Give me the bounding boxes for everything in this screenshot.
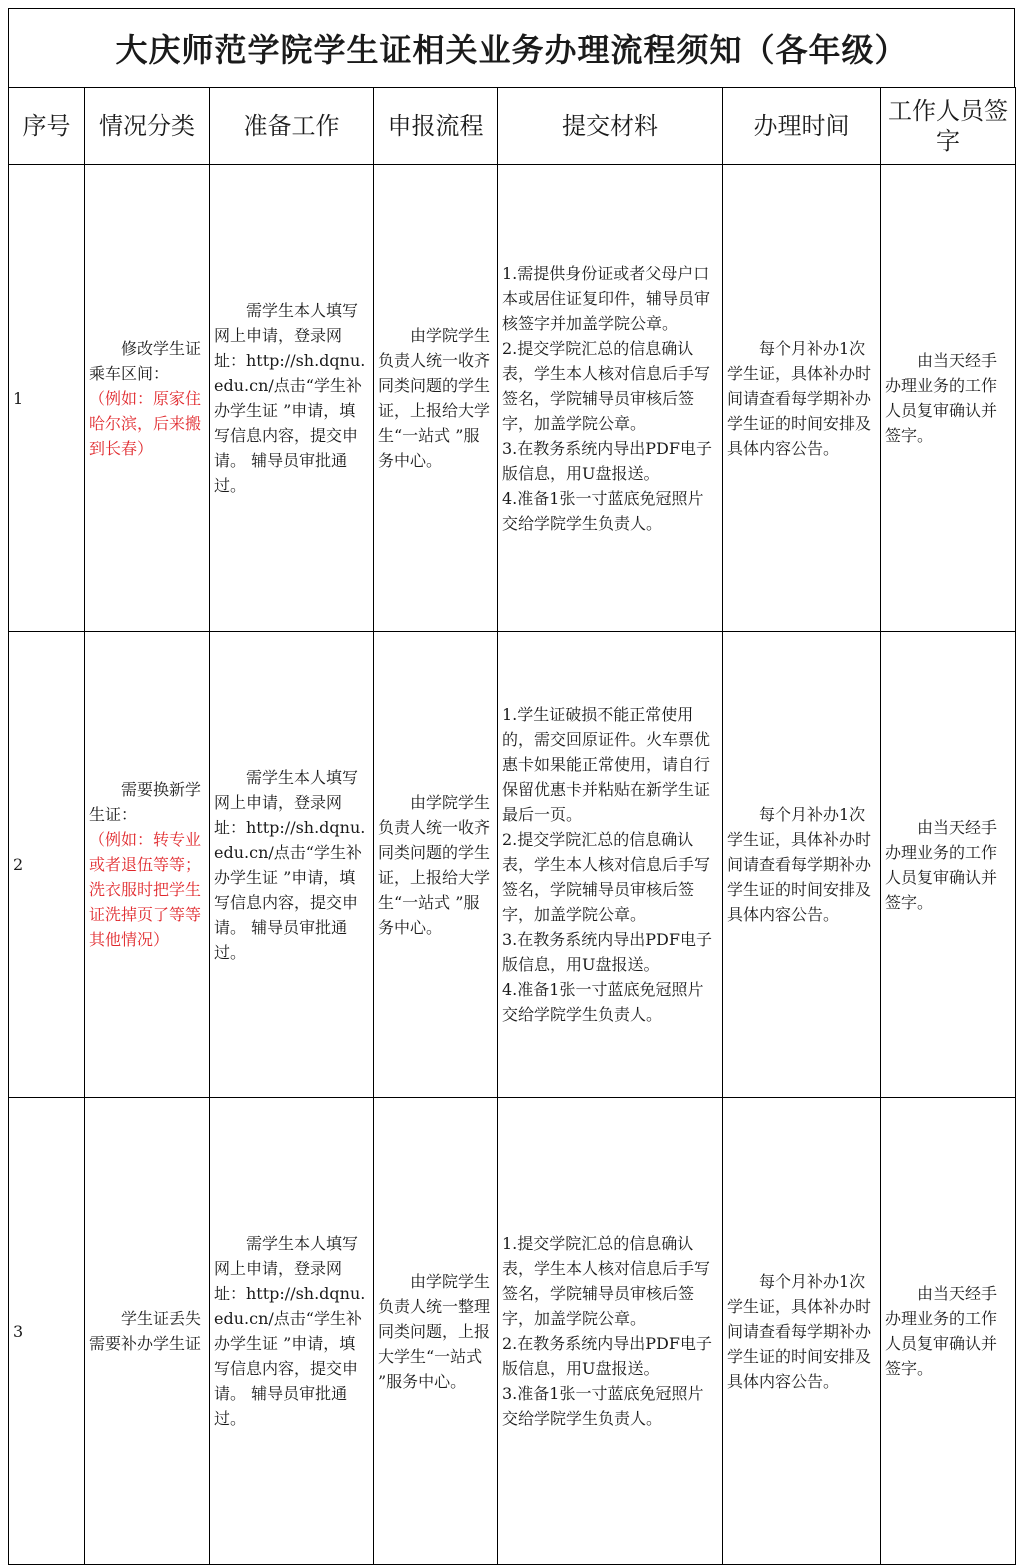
header-category: 情况分类 [85, 88, 210, 165]
category-example [89, 386, 205, 461]
material-item: 4.准备1张一寸蓝底免冠照片交给学院学生负责人。 [502, 980, 704, 1024]
table-row [9, 1098, 1016, 1565]
table-row [9, 632, 1016, 1098]
time-cell: 每个月补办1次学生证，具体补办时间请查看每学期补办学生证的时间安排及具体内容公告。 [723, 632, 881, 1098]
material-item: 3.准备1张一寸蓝底免冠照片交给学院学生负责人。 [502, 1384, 704, 1428]
header-process: 申报流程 [374, 88, 498, 165]
category-example-text: （例如：原家住哈尔滨，后来搬到长春） [89, 388, 202, 458]
material-item: 3.在教务系统内导出PDF电子版信息，用U盘报送。 [502, 438, 712, 483]
header-row [9, 88, 1016, 165]
row-number: 3 [9, 1098, 85, 1565]
header-index: 序号 [9, 88, 85, 165]
signature-cell: 由当天经手办理业务的工作人员复审确认并签字。 [881, 165, 1016, 632]
preparation-cell: 需学生本人填写网上申请，登录网址：http://sh.dqnu.edu.cn/点击“学生补办学生证 ”申请，填写信息内容，提交申请。 辅导员审批通过。 [210, 632, 374, 1098]
material-item: 1.提交学院汇总的信息确认表，学生本人核对信息后手写签名，学院辅导员审核后签字，加盖学院公章。 [502, 1234, 711, 1328]
material-item: 4.准备1张一寸蓝底免冠照片交给学院学生负责人。 [502, 488, 704, 533]
category-cell [85, 165, 210, 632]
table-row [9, 165, 1016, 632]
header-materials: 提交材料 [498, 88, 723, 165]
process-cell: 由学院学生负责人统一收齐同类问题的学生证，上报给大学生“一站式 ”服务中心。 [374, 165, 498, 632]
header-time: 办理时间 [723, 88, 881, 165]
materials-cell [498, 1098, 723, 1565]
category-text: 修改学生证乘车区间： [89, 338, 202, 383]
category-example-close: ） [153, 930, 170, 949]
material-item: 2.在教务系统内导出PDF电子版信息，用U盘报送。 [502, 1334, 712, 1378]
category-cell [85, 632, 210, 1098]
material-item: 2.提交学院汇总的信息确认表，学生本人核对信息后手写签名，学院辅导员审核后签字，加盖学院公章。 [502, 830, 711, 924]
material-item: 3.在教务系统内导出PDF电子版信息，用U盘报送。 [502, 930, 712, 974]
category-example [89, 827, 205, 952]
process-cell: 由学院学生负责人统一收齐同类问题的学生证，上报给大学生“一站式 ”服务中心。 [374, 632, 498, 1098]
category-text: 需要换新学生证： [89, 780, 202, 824]
procedure-table [8, 87, 1016, 1565]
signature-cell: 由当天经手办理业务的工作人员复审确认并签字。 [881, 1098, 1016, 1565]
preparation-cell: 需学生本人填写网上申请，登录网址：http://sh.dqnu.edu.cn/点击“学生补办学生证 ”申请，填写信息内容，提交申请。 辅导员审批通过。 [210, 165, 374, 632]
material-item: 2.提交学院汇总的信息确认表，学生本人核对信息后手写签名，学院辅导员审核后签字，加盖学院公章。 [502, 338, 711, 433]
signature-cell: 由当天经手办理业务的工作人员复审确认并签字。 [881, 632, 1016, 1098]
material-item: 1.学生证破损不能正常使用的，需交回原证件。火车票优惠卡如果能正常使用，请自行保留优惠卡并粘贴在新学生证最后一页。 [502, 705, 711, 824]
document-frame [8, 8, 1015, 1557]
materials-cell [498, 632, 723, 1098]
document-title: 大庆师范学院学生证相关业务办理流程须知（各年级） [8, 8, 1015, 88]
time-cell: 每个月补办1次学生证，具体补办时间请查看每学期补办学生证的时间安排及具体内容公告。 [723, 1098, 881, 1565]
material-item: 1.需提供身份证或者父母户口本或居住证复印件，辅导员审核签字并加盖学院公章。 [502, 263, 711, 333]
category-cell: 学生证丢失需要补办学生证 [85, 1098, 210, 1565]
row-number: 2 [9, 632, 85, 1098]
preparation-cell: 需学生本人填写网上申请，登录网址：http://sh.dqnu.edu.cn/点击“学生补办学生证 ”申请，填写信息内容，提交申请。 辅导员审批通过。 [210, 1098, 374, 1565]
header-signature: 工作人员签字 [881, 88, 1016, 165]
category-example-text: （例如：转专业或者退伍等等；洗衣服时把学生证洗掉页了等等其他情况 [89, 830, 202, 949]
header-preparation: 准备工作 [210, 88, 374, 165]
row-number: 1 [9, 165, 85, 632]
materials-cell [498, 165, 723, 632]
process-cell: 由学院学生负责人统一整理同类问题，上报大学生“一站式 ”服务中心。 [374, 1098, 498, 1565]
time-cell: 每个月补办1次学生证，具体补办时间请查看每学期补办学生证的时间安排及具体内容公告。 [723, 165, 881, 632]
